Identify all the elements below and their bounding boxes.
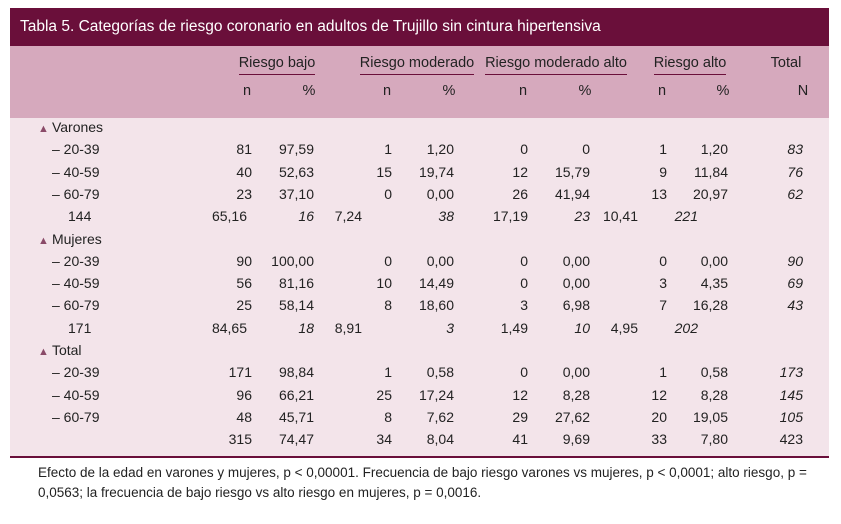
total-cell: 9,69 [562,431,590,448]
table-cell: 83 [787,141,803,158]
table-cell: 12 [512,386,528,403]
column-subheader: n [657,83,667,99]
subtotal-cell: 10 [574,319,590,336]
table-cell: 37,10 [278,185,314,202]
table-cell: 20,97 [692,185,728,202]
table-cell: 15 [376,163,392,180]
row-label: – 20-39 [52,252,100,269]
row-label: – 60-79 [52,408,100,425]
subtotal-cell: 7,24 [334,208,362,225]
table-cell: 0 [520,364,528,381]
total-cell: 7,80 [700,431,728,448]
section-label-text: Total [51,342,82,358]
table-cell: 26 [512,185,528,202]
table-cell: 0 [520,275,528,292]
table-cell: 0,00 [562,275,590,292]
table-cell: 0,58 [426,364,454,381]
table-cell: 105 [779,408,803,425]
table-cell: 12 [512,163,528,180]
bottom-rule [10,456,829,458]
triangle-icon: ▲ [38,346,52,358]
column-subheader: % [716,83,730,99]
table-cell: 0 [384,252,392,269]
table-cell: 96 [236,386,252,403]
table-footnote: Efecto de la edad en varones y mujeres, p < 0,00001. Frecuencia de bajo riesgo varones vs mujeres, p < 0,0001; alto riesgo, p = 0,0563; la frecuencia de bajo riesgo vs alto riesgo en mujeres, p = 0,0016. [38,465,807,500]
row-label: – 60-79 [52,185,100,202]
table-title: Tabla 5. Categorías de riesgo coronario en adultos de Trujillo sin cintura hipertensiva [10,8,829,46]
table-cell: 90 [787,252,803,269]
table-cell: 9 [659,163,667,180]
row-label: – 40-59 [52,386,100,403]
column-group-header: Total [770,55,802,71]
subtotal-cell: 23 [574,208,590,225]
table-cell: 41,94 [554,185,590,202]
table-cell: 56 [236,275,252,292]
table-cell: 173 [779,364,803,381]
table-cell: 8 [384,297,392,314]
row-label: – 40-59 [52,163,100,180]
subtotal-cell: 3 [446,319,454,336]
table-cell: 0,00 [426,185,454,202]
subtotal-cell: 8,91 [334,319,362,336]
row-label: – 60-79 [52,297,100,314]
table-cell: 97,59 [278,141,314,158]
table-cell: 0 [520,141,528,158]
total-cell: 315 [228,431,252,448]
table-cell: 81,16 [278,275,314,292]
subtotal-cell: 38 [438,208,454,225]
table-cell: 171 [228,364,252,381]
table-cell: 0 [659,252,667,269]
table-cell: 3 [659,275,667,292]
table-cell: 0,00 [700,252,728,269]
total-cell: 423 [779,431,803,448]
table-cell: 27,62 [554,408,590,425]
subtotal-label: 171 [68,319,92,336]
table-cell: 0,00 [426,252,454,269]
total-cell: 34 [376,431,392,448]
table-cell: 0 [582,141,590,158]
column-group-header: Riesgo alto [654,54,727,75]
table-cell: 76 [787,163,803,180]
total-cell: 33 [651,431,667,448]
table-cell: 25 [236,297,252,314]
total-cell: 41 [512,431,528,448]
table-cell: 29 [512,408,528,425]
table-cell: 66,21 [278,386,314,403]
table-cell: 0 [384,185,392,202]
row-label: – 20-39 [52,141,100,158]
table-cell: 1,20 [700,141,728,158]
column-subheader: % [302,83,316,99]
table-cell: 43 [787,297,803,314]
table-cell: 3 [520,297,528,314]
table-cell: 58,14 [278,297,314,314]
table-cell: 1 [659,364,667,381]
table-cell: 7 [659,297,667,314]
table-cell: 18,60 [418,297,454,314]
column-group-header: Riesgo moderado alto [485,54,627,75]
table-cell: 81 [236,141,252,158]
table-cell: 10 [376,275,392,292]
column-group-header: Riesgo bajo [239,54,316,75]
column-subheader: n [518,83,528,99]
table-cell: 0,00 [562,252,590,269]
table-cell: 0,58 [700,364,728,381]
column-subheader: % [578,83,592,99]
row-label: – 20-39 [52,364,100,381]
table-cell: 23 [236,185,252,202]
table-cell: 25 [376,386,392,403]
subtotal-cell: 10,41 [602,208,638,225]
column-subheader: N [797,83,809,99]
subtotal-label: 144 [68,208,92,225]
table-cell: 40 [236,163,252,180]
table-cell: 1,20 [426,141,454,158]
table-cell: 16,28 [692,297,728,314]
column-subheader: % [442,83,456,99]
column-subheader: n [382,83,392,99]
subtotal-cell: 84,65 [211,319,247,336]
table-cell: 0,00 [562,364,590,381]
subtotal-cell: 65,16 [211,208,247,225]
total-cell: 74,47 [278,431,314,448]
table-cell: 1 [384,141,392,158]
triangle-icon: ▲ [38,123,52,135]
table-cell: 8,28 [562,386,590,403]
table-cell: 62 [787,185,803,202]
table-cell: 8,28 [700,386,728,403]
table-cell: 1 [384,364,392,381]
section-label [38,118,103,138]
subtotal-cell: 221 [674,208,698,225]
table-cell: 98,84 [278,364,314,381]
total-cell: 8,04 [426,431,454,448]
table-cell: 145 [779,386,803,403]
table-cell: 45,71 [278,408,314,425]
table-cell: 17,24 [418,386,454,403]
section-label-text: Varones [51,119,104,135]
table-cell: 13 [651,185,667,202]
table-cell: 6,98 [562,297,590,314]
subtotal-cell: 16 [298,208,314,225]
subtotal-cell: 1,49 [500,319,528,336]
table-cell: 90 [236,252,252,269]
table-cell: 100,00 [271,252,314,269]
table-cell: 19,74 [418,163,454,180]
column-subheader: n [242,83,252,99]
table-cell: 48 [236,408,252,425]
table-cell: 69 [787,275,803,292]
table-cell: 7,62 [426,408,454,425]
subtotal-cell: 18 [298,319,314,336]
table-cell: 19,05 [692,408,728,425]
triangle-icon: ▲ [38,234,52,247]
column-group-header: Riesgo moderado [360,54,474,75]
table-cell: 15,79 [554,163,590,180]
table-cell: 52,63 [278,163,314,180]
section-label [38,230,102,250]
table-cell: 4,35 [700,275,728,292]
subtotal-cell: 17,19 [492,208,528,225]
subtotal-cell: 202 [674,319,698,336]
table-cell: 12 [651,386,667,403]
table-cell: 11,84 [694,163,728,180]
row-label: – 40-59 [52,275,100,292]
subtotal-cell: 4,95 [610,319,638,336]
table-cell: 1 [659,141,667,158]
table-cell: 0 [520,252,528,269]
section-label [38,341,82,361]
table-cell: 20 [651,408,667,425]
table-cell: 14,49 [418,275,454,292]
table-cell: 8 [384,408,392,425]
section-label-text: Mujeres [51,230,102,247]
